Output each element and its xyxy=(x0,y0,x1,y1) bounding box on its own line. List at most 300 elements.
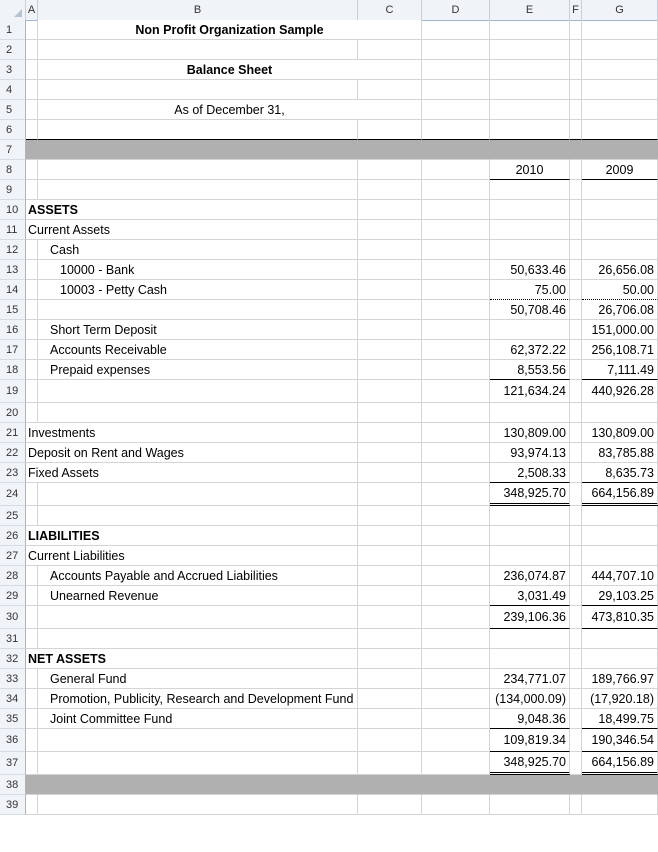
cell-f23[interactable] xyxy=(570,463,582,483)
cell-d21[interactable] xyxy=(422,423,490,443)
row-header-36[interactable]: 36 xyxy=(0,729,26,752)
cell-d23[interactable] xyxy=(422,463,490,483)
row-header-28[interactable]: 28 xyxy=(0,566,26,586)
cell-a29[interactable] xyxy=(26,586,38,606)
cell-g14[interactable]: 50.00 xyxy=(582,280,658,300)
cell-e28[interactable]: 236,074.87 xyxy=(490,566,570,586)
cell-c2[interactable] xyxy=(358,40,422,60)
cell-f4[interactable] xyxy=(570,80,582,100)
cell-b6[interactable] xyxy=(38,120,358,140)
cell-e30[interactable]: 239,106.36 xyxy=(490,606,570,629)
cell-a7[interactable] xyxy=(26,140,38,160)
cell-g30[interactable]: 473,810.35 xyxy=(582,606,658,629)
cell-e9[interactable] xyxy=(490,180,570,200)
cell-g1[interactable] xyxy=(582,20,658,40)
cell-c11[interactable] xyxy=(358,220,422,240)
cell-b34[interactable]: Promotion, Publicity, Research and Development Fund xyxy=(38,689,358,709)
column-header-a[interactable]: A xyxy=(26,0,38,20)
cell-d3[interactable] xyxy=(422,60,490,80)
cell-a22[interactable]: Deposit on Rent and Wages xyxy=(26,443,358,463)
cell-a37[interactable] xyxy=(26,752,38,775)
cell-c6[interactable] xyxy=(358,120,422,140)
cell-c39[interactable] xyxy=(358,795,422,815)
cell-d34[interactable] xyxy=(422,689,490,709)
cell-b4[interactable] xyxy=(38,80,358,100)
cell-c15[interactable] xyxy=(358,300,422,320)
cell-b35[interactable]: Joint Committee Fund xyxy=(38,709,358,729)
column-header-d[interactable]: D xyxy=(422,0,490,20)
cell-c13[interactable] xyxy=(358,260,422,280)
cell-a19[interactable] xyxy=(26,380,38,403)
row-header-4[interactable]: 4 xyxy=(0,80,26,100)
cell-e5[interactable] xyxy=(490,100,570,120)
cell-e8[interactable]: 2010 xyxy=(490,160,570,180)
cell-d14[interactable] xyxy=(422,280,490,300)
cell-b38[interactable] xyxy=(38,775,358,795)
cell-d32[interactable] xyxy=(422,649,490,669)
row-header-34[interactable]: 34 xyxy=(0,689,26,709)
cell-b18[interactable]: Prepaid expenses xyxy=(38,360,358,380)
cell-e33[interactable]: 234,771.07 xyxy=(490,669,570,689)
cell-f39[interactable] xyxy=(570,795,582,815)
row-header-25[interactable]: 25 xyxy=(0,506,26,526)
cell-g34[interactable]: (17,920.18) xyxy=(582,689,658,709)
row-header-20[interactable]: 20 xyxy=(0,403,26,423)
cell-f25[interactable] xyxy=(570,506,582,526)
cell-d39[interactable] xyxy=(422,795,490,815)
cell-f6[interactable] xyxy=(570,120,582,140)
cell-c4[interactable] xyxy=(358,80,422,100)
cell-f12[interactable] xyxy=(570,240,582,260)
cell-g25[interactable] xyxy=(582,506,658,526)
cell-c34[interactable] xyxy=(358,689,422,709)
cell-b24[interactable] xyxy=(38,483,358,506)
cell-e26[interactable] xyxy=(490,526,570,546)
cell-c17[interactable] xyxy=(358,340,422,360)
row-header-35[interactable]: 35 xyxy=(0,709,26,729)
cell-d11[interactable] xyxy=(422,220,490,240)
cell-a38[interactable] xyxy=(26,775,38,795)
cell-g29[interactable]: 29,103.25 xyxy=(582,586,658,606)
cell-c35[interactable] xyxy=(358,709,422,729)
row-header-30[interactable]: 30 xyxy=(0,606,26,629)
row-header-26[interactable]: 26 xyxy=(0,526,26,546)
cell-a25[interactable] xyxy=(26,506,38,526)
cell-e10[interactable] xyxy=(490,200,570,220)
cell-g17[interactable]: 256,108.71 xyxy=(582,340,658,360)
cell-f34[interactable] xyxy=(570,689,582,709)
cell-f16[interactable] xyxy=(570,320,582,340)
cell-e38[interactable] xyxy=(490,775,570,795)
row-header-17[interactable]: 17 xyxy=(0,340,26,360)
cell-b7[interactable] xyxy=(38,140,358,160)
cell-c24[interactable] xyxy=(358,483,422,506)
cell-c9[interactable] xyxy=(358,180,422,200)
cell-d15[interactable] xyxy=(422,300,490,320)
cell-e27[interactable] xyxy=(490,546,570,566)
cell-c18[interactable] xyxy=(358,360,422,380)
cell-c30[interactable] xyxy=(358,606,422,629)
cell-g33[interactable]: 189,766.97 xyxy=(582,669,658,689)
cell-c37[interactable] xyxy=(358,752,422,775)
cell-d24[interactable] xyxy=(422,483,490,506)
cell-e14[interactable]: 75.00 xyxy=(490,280,570,300)
column-header-c[interactable]: C xyxy=(358,0,422,20)
cell-f30[interactable] xyxy=(570,606,582,629)
cell-e4[interactable] xyxy=(490,80,570,100)
cell-d2[interactable] xyxy=(422,40,490,60)
cell-g27[interactable] xyxy=(582,546,658,566)
cell-b12[interactable]: Cash xyxy=(38,240,358,260)
cell-f33[interactable] xyxy=(570,669,582,689)
cell-g19[interactable]: 440,926.28 xyxy=(582,380,658,403)
cell-c28[interactable] xyxy=(358,566,422,586)
cell-e21[interactable]: 130,809.00 xyxy=(490,423,570,443)
row-header-6[interactable]: 6 xyxy=(0,120,26,140)
cell-g15[interactable]: 26,706.08 xyxy=(582,300,658,320)
cell-a16[interactable] xyxy=(26,320,38,340)
row-header-39[interactable]: 39 xyxy=(0,795,26,815)
cell-a14[interactable] xyxy=(26,280,38,300)
cell-c26[interactable] xyxy=(358,526,422,546)
cell-b25[interactable] xyxy=(38,506,358,526)
cell-d29[interactable] xyxy=(422,586,490,606)
cell-f14[interactable] xyxy=(570,280,582,300)
row-header-1[interactable]: 1 xyxy=(0,20,26,40)
cell-a27[interactable]: Current Liabilities xyxy=(26,546,358,566)
cell-e34[interactable]: (134,000.09) xyxy=(490,689,570,709)
cell-e23[interactable]: 2,508.33 xyxy=(490,463,570,483)
cell-f21[interactable] xyxy=(570,423,582,443)
cell-f2[interactable] xyxy=(570,40,582,60)
column-header-g[interactable]: G xyxy=(582,0,658,20)
cell-d12[interactable] xyxy=(422,240,490,260)
row-header-10[interactable]: 10 xyxy=(0,200,26,220)
cell-d1[interactable] xyxy=(422,20,490,40)
cell-g2[interactable] xyxy=(582,40,658,60)
cell-a36[interactable] xyxy=(26,729,38,752)
cell-c38[interactable] xyxy=(358,775,422,795)
cell-a34[interactable] xyxy=(26,689,38,709)
cell-g22[interactable]: 83,785.88 xyxy=(582,443,658,463)
cell-e39[interactable] xyxy=(490,795,570,815)
cell-b14[interactable]: 10003 - Petty Cash xyxy=(38,280,358,300)
row-header-5[interactable]: 5 xyxy=(0,100,26,120)
cell-e16[interactable] xyxy=(490,320,570,340)
cell-a23[interactable]: Fixed Assets xyxy=(26,463,358,483)
cell-e19[interactable]: 121,634.24 xyxy=(490,380,570,403)
cell-e32[interactable] xyxy=(490,649,570,669)
row-header-11[interactable]: 11 xyxy=(0,220,26,240)
cell-d36[interactable] xyxy=(422,729,490,752)
cell-e22[interactable]: 93,974.13 xyxy=(490,443,570,463)
cell-g16[interactable]: 151,000.00 xyxy=(582,320,658,340)
select-all-corner[interactable] xyxy=(0,0,26,20)
cell-e37[interactable]: 348,925.70 xyxy=(490,752,570,775)
cell-e25[interactable] xyxy=(490,506,570,526)
cell-a13[interactable] xyxy=(26,260,38,280)
cell-f10[interactable] xyxy=(570,200,582,220)
cell-d13[interactable] xyxy=(422,260,490,280)
cell-a2[interactable] xyxy=(26,40,38,60)
cell-e7[interactable] xyxy=(490,140,570,160)
cell-d33[interactable] xyxy=(422,669,490,689)
cell-f13[interactable] xyxy=(570,260,582,280)
cell-g3[interactable] xyxy=(582,60,658,80)
cell-c33[interactable] xyxy=(358,669,422,689)
cell-e36[interactable]: 109,819.34 xyxy=(490,729,570,752)
cell-f28[interactable] xyxy=(570,566,582,586)
cell-e35[interactable]: 9,048.36 xyxy=(490,709,570,729)
cell-a1[interactable] xyxy=(26,20,38,40)
cell-b17[interactable]: Accounts Receivable xyxy=(38,340,358,360)
cell-a20[interactable] xyxy=(26,403,38,423)
cell-e24[interactable]: 348,925.70 xyxy=(490,483,570,506)
cell-g10[interactable] xyxy=(582,200,658,220)
row-header-37[interactable]: 37 xyxy=(0,752,26,775)
cell-d25[interactable] xyxy=(422,506,490,526)
cell-a26[interactable]: LIABILITIES xyxy=(26,526,358,546)
cell-b2[interactable] xyxy=(38,40,358,60)
cell-a4[interactable] xyxy=(26,80,38,100)
row-header-3[interactable]: 3 xyxy=(0,60,26,80)
cell-f24[interactable] xyxy=(570,483,582,506)
cell-e6[interactable] xyxy=(490,120,570,140)
cell-e11[interactable] xyxy=(490,220,570,240)
cell-a28[interactable] xyxy=(26,566,38,586)
cell-e15[interactable]: 50,708.46 xyxy=(490,300,570,320)
cell-d31[interactable] xyxy=(422,629,490,649)
row-header-23[interactable]: 23 xyxy=(0,463,26,483)
cell-a32[interactable]: NET ASSETS xyxy=(26,649,358,669)
cell-g28[interactable]: 444,707.10 xyxy=(582,566,658,586)
cell-d35[interactable] xyxy=(422,709,490,729)
cell-f17[interactable] xyxy=(570,340,582,360)
cell-e1[interactable] xyxy=(490,20,570,40)
cell-c29[interactable] xyxy=(358,586,422,606)
cell-e12[interactable] xyxy=(490,240,570,260)
cell-g21[interactable]: 130,809.00 xyxy=(582,423,658,443)
cell-f27[interactable] xyxy=(570,546,582,566)
cell-e3[interactable] xyxy=(490,60,570,80)
cell-c10[interactable] xyxy=(358,200,422,220)
cell-d4[interactable] xyxy=(422,80,490,100)
cell-a5[interactable] xyxy=(26,100,38,120)
cell-b19[interactable] xyxy=(38,380,358,403)
cell-b15[interactable] xyxy=(38,300,358,320)
row-header-13[interactable]: 13 xyxy=(0,260,26,280)
row-header-2[interactable]: 2 xyxy=(0,40,26,60)
cell-e13[interactable]: 50,633.46 xyxy=(490,260,570,280)
cell-b31[interactable] xyxy=(38,629,358,649)
cell-d20[interactable] xyxy=(422,403,490,423)
cell-d19[interactable] xyxy=(422,380,490,403)
cell-f26[interactable] xyxy=(570,526,582,546)
cell-b13[interactable]: 10000 - Bank xyxy=(38,260,358,280)
cell-d26[interactable] xyxy=(422,526,490,546)
cell-b30[interactable] xyxy=(38,606,358,629)
cell-f15[interactable] xyxy=(570,300,582,320)
cell-e2[interactable] xyxy=(490,40,570,60)
cell-a21[interactable]: Investments xyxy=(26,423,358,443)
cell-e18[interactable]: 8,553.56 xyxy=(490,360,570,380)
cell-c27[interactable] xyxy=(358,546,422,566)
row-header-24[interactable]: 24 xyxy=(0,483,26,506)
cell-c12[interactable] xyxy=(358,240,422,260)
cell-g11[interactable] xyxy=(582,220,658,240)
cell-a12[interactable] xyxy=(26,240,38,260)
cell-b37[interactable] xyxy=(38,752,358,775)
cell-g12[interactable] xyxy=(582,240,658,260)
cell-g18[interactable]: 7,111.49 xyxy=(582,360,658,380)
cell-d6[interactable] xyxy=(422,120,490,140)
cell-g32[interactable] xyxy=(582,649,658,669)
cell-g9[interactable] xyxy=(582,180,658,200)
cell-d5[interactable] xyxy=(422,100,490,120)
cell-g20[interactable] xyxy=(582,403,658,423)
cell-g7[interactable] xyxy=(582,140,658,160)
cell-a24[interactable] xyxy=(26,483,38,506)
cell-d17[interactable] xyxy=(422,340,490,360)
cell-g35[interactable]: 18,499.75 xyxy=(582,709,658,729)
cell-g6[interactable] xyxy=(582,120,658,140)
cell-f32[interactable] xyxy=(570,649,582,669)
cell-d8[interactable] xyxy=(422,160,490,180)
cell-e29[interactable]: 3,031.49 xyxy=(490,586,570,606)
row-header-16[interactable]: 16 xyxy=(0,320,26,340)
cell-f5[interactable] xyxy=(570,100,582,120)
row-header-29[interactable]: 29 xyxy=(0,586,26,606)
row-header-8[interactable]: 8 xyxy=(0,160,26,180)
cell-g13[interactable]: 26,656.08 xyxy=(582,260,658,280)
cell-d22[interactable] xyxy=(422,443,490,463)
cell-a10[interactable]: ASSETS xyxy=(26,200,358,220)
cell-d10[interactable] xyxy=(422,200,490,220)
row-header-22[interactable]: 22 xyxy=(0,443,26,463)
cell-e31[interactable] xyxy=(490,629,570,649)
cell-f11[interactable] xyxy=(570,220,582,240)
cell-b36[interactable] xyxy=(38,729,358,752)
cell-f37[interactable] xyxy=(570,752,582,775)
cell-g39[interactable] xyxy=(582,795,658,815)
cell-b9[interactable] xyxy=(38,180,358,200)
column-header-b[interactable]: B xyxy=(38,0,358,20)
cell-g38[interactable] xyxy=(582,775,658,795)
cell-c20[interactable] xyxy=(358,403,422,423)
cell-f1[interactable] xyxy=(570,20,582,40)
cell-a15[interactable] xyxy=(26,300,38,320)
cell-g37[interactable]: 664,156.89 xyxy=(582,752,658,775)
cell-d37[interactable] xyxy=(422,752,490,775)
cell-g31[interactable] xyxy=(582,629,658,649)
cell-f18[interactable] xyxy=(570,360,582,380)
row-header-32[interactable]: 32 xyxy=(0,649,26,669)
cell-f38[interactable] xyxy=(570,775,582,795)
cell-f7[interactable] xyxy=(570,140,582,160)
row-header-38[interactable]: 38 xyxy=(0,775,26,795)
cell-c23[interactable] xyxy=(358,463,422,483)
cell-a18[interactable] xyxy=(26,360,38,380)
cell-f3[interactable] xyxy=(570,60,582,80)
cell-b8[interactable] xyxy=(38,160,358,180)
row-header-27[interactable]: 27 xyxy=(0,546,26,566)
cell-c22[interactable] xyxy=(358,443,422,463)
cell-a30[interactable] xyxy=(26,606,38,629)
cell-d38[interactable] xyxy=(422,775,490,795)
cell-b39[interactable] xyxy=(38,795,358,815)
sheet-subtitle[interactable]: Balance Sheet xyxy=(38,60,422,80)
cell-a33[interactable] xyxy=(26,669,38,689)
cell-b16[interactable]: Short Term Deposit xyxy=(38,320,358,340)
cell-c19[interactable] xyxy=(358,380,422,403)
cell-d18[interactable] xyxy=(422,360,490,380)
cell-f20[interactable] xyxy=(570,403,582,423)
cell-f19[interactable] xyxy=(570,380,582,403)
cell-d9[interactable] xyxy=(422,180,490,200)
cell-a8[interactable] xyxy=(26,160,38,180)
cell-a35[interactable] xyxy=(26,709,38,729)
sheet-title[interactable]: Non Profit Organization Sample xyxy=(38,20,422,40)
cell-g4[interactable] xyxy=(582,80,658,100)
cell-c8[interactable] xyxy=(358,160,422,180)
row-header-7[interactable]: 7 xyxy=(0,140,26,160)
column-header-f[interactable]: F xyxy=(570,0,582,20)
cell-g36[interactable]: 190,346.54 xyxy=(582,729,658,752)
cell-d27[interactable] xyxy=(422,546,490,566)
row-header-15[interactable]: 15 xyxy=(0,300,26,320)
row-header-9[interactable]: 9 xyxy=(0,180,26,200)
row-header-12[interactable]: 12 xyxy=(0,240,26,260)
cell-f9[interactable] xyxy=(570,180,582,200)
cell-g23[interactable]: 8,635.73 xyxy=(582,463,658,483)
cell-a39[interactable] xyxy=(26,795,38,815)
cell-a3[interactable] xyxy=(26,60,38,80)
cell-g24[interactable]: 664,156.89 xyxy=(582,483,658,506)
row-header-19[interactable]: 19 xyxy=(0,380,26,403)
row-header-14[interactable]: 14 xyxy=(0,280,26,300)
row-header-31[interactable]: 31 xyxy=(0,629,26,649)
cell-f35[interactable] xyxy=(570,709,582,729)
row-header-21[interactable]: 21 xyxy=(0,423,26,443)
cell-d30[interactable] xyxy=(422,606,490,629)
cell-a11[interactable]: Current Assets xyxy=(26,220,358,240)
column-header-e[interactable]: E xyxy=(490,0,570,20)
cell-c31[interactable] xyxy=(358,629,422,649)
cell-d28[interactable] xyxy=(422,566,490,586)
cell-g8[interactable]: 2009 xyxy=(582,160,658,180)
cell-c32[interactable] xyxy=(358,649,422,669)
cell-b33[interactable]: General Fund xyxy=(38,669,358,689)
cell-c14[interactable] xyxy=(358,280,422,300)
cell-f36[interactable] xyxy=(570,729,582,752)
cell-d7[interactable] xyxy=(422,140,490,160)
cell-b28[interactable]: Accounts Payable and Accrued Liabilities xyxy=(38,566,358,586)
cell-d16[interactable] xyxy=(422,320,490,340)
cell-f31[interactable] xyxy=(570,629,582,649)
cell-b20[interactable] xyxy=(38,403,358,423)
cell-c21[interactable] xyxy=(358,423,422,443)
cell-f8[interactable] xyxy=(570,160,582,180)
cell-f29[interactable] xyxy=(570,586,582,606)
cell-a9[interactable] xyxy=(26,180,38,200)
cell-a17[interactable] xyxy=(26,340,38,360)
cell-g26[interactable] xyxy=(582,526,658,546)
as-of-date[interactable]: As of December 31, xyxy=(38,100,422,120)
cell-c16[interactable] xyxy=(358,320,422,340)
cell-a6[interactable] xyxy=(26,120,38,140)
cell-e20[interactable] xyxy=(490,403,570,423)
row-header-18[interactable]: 18 xyxy=(0,360,26,380)
